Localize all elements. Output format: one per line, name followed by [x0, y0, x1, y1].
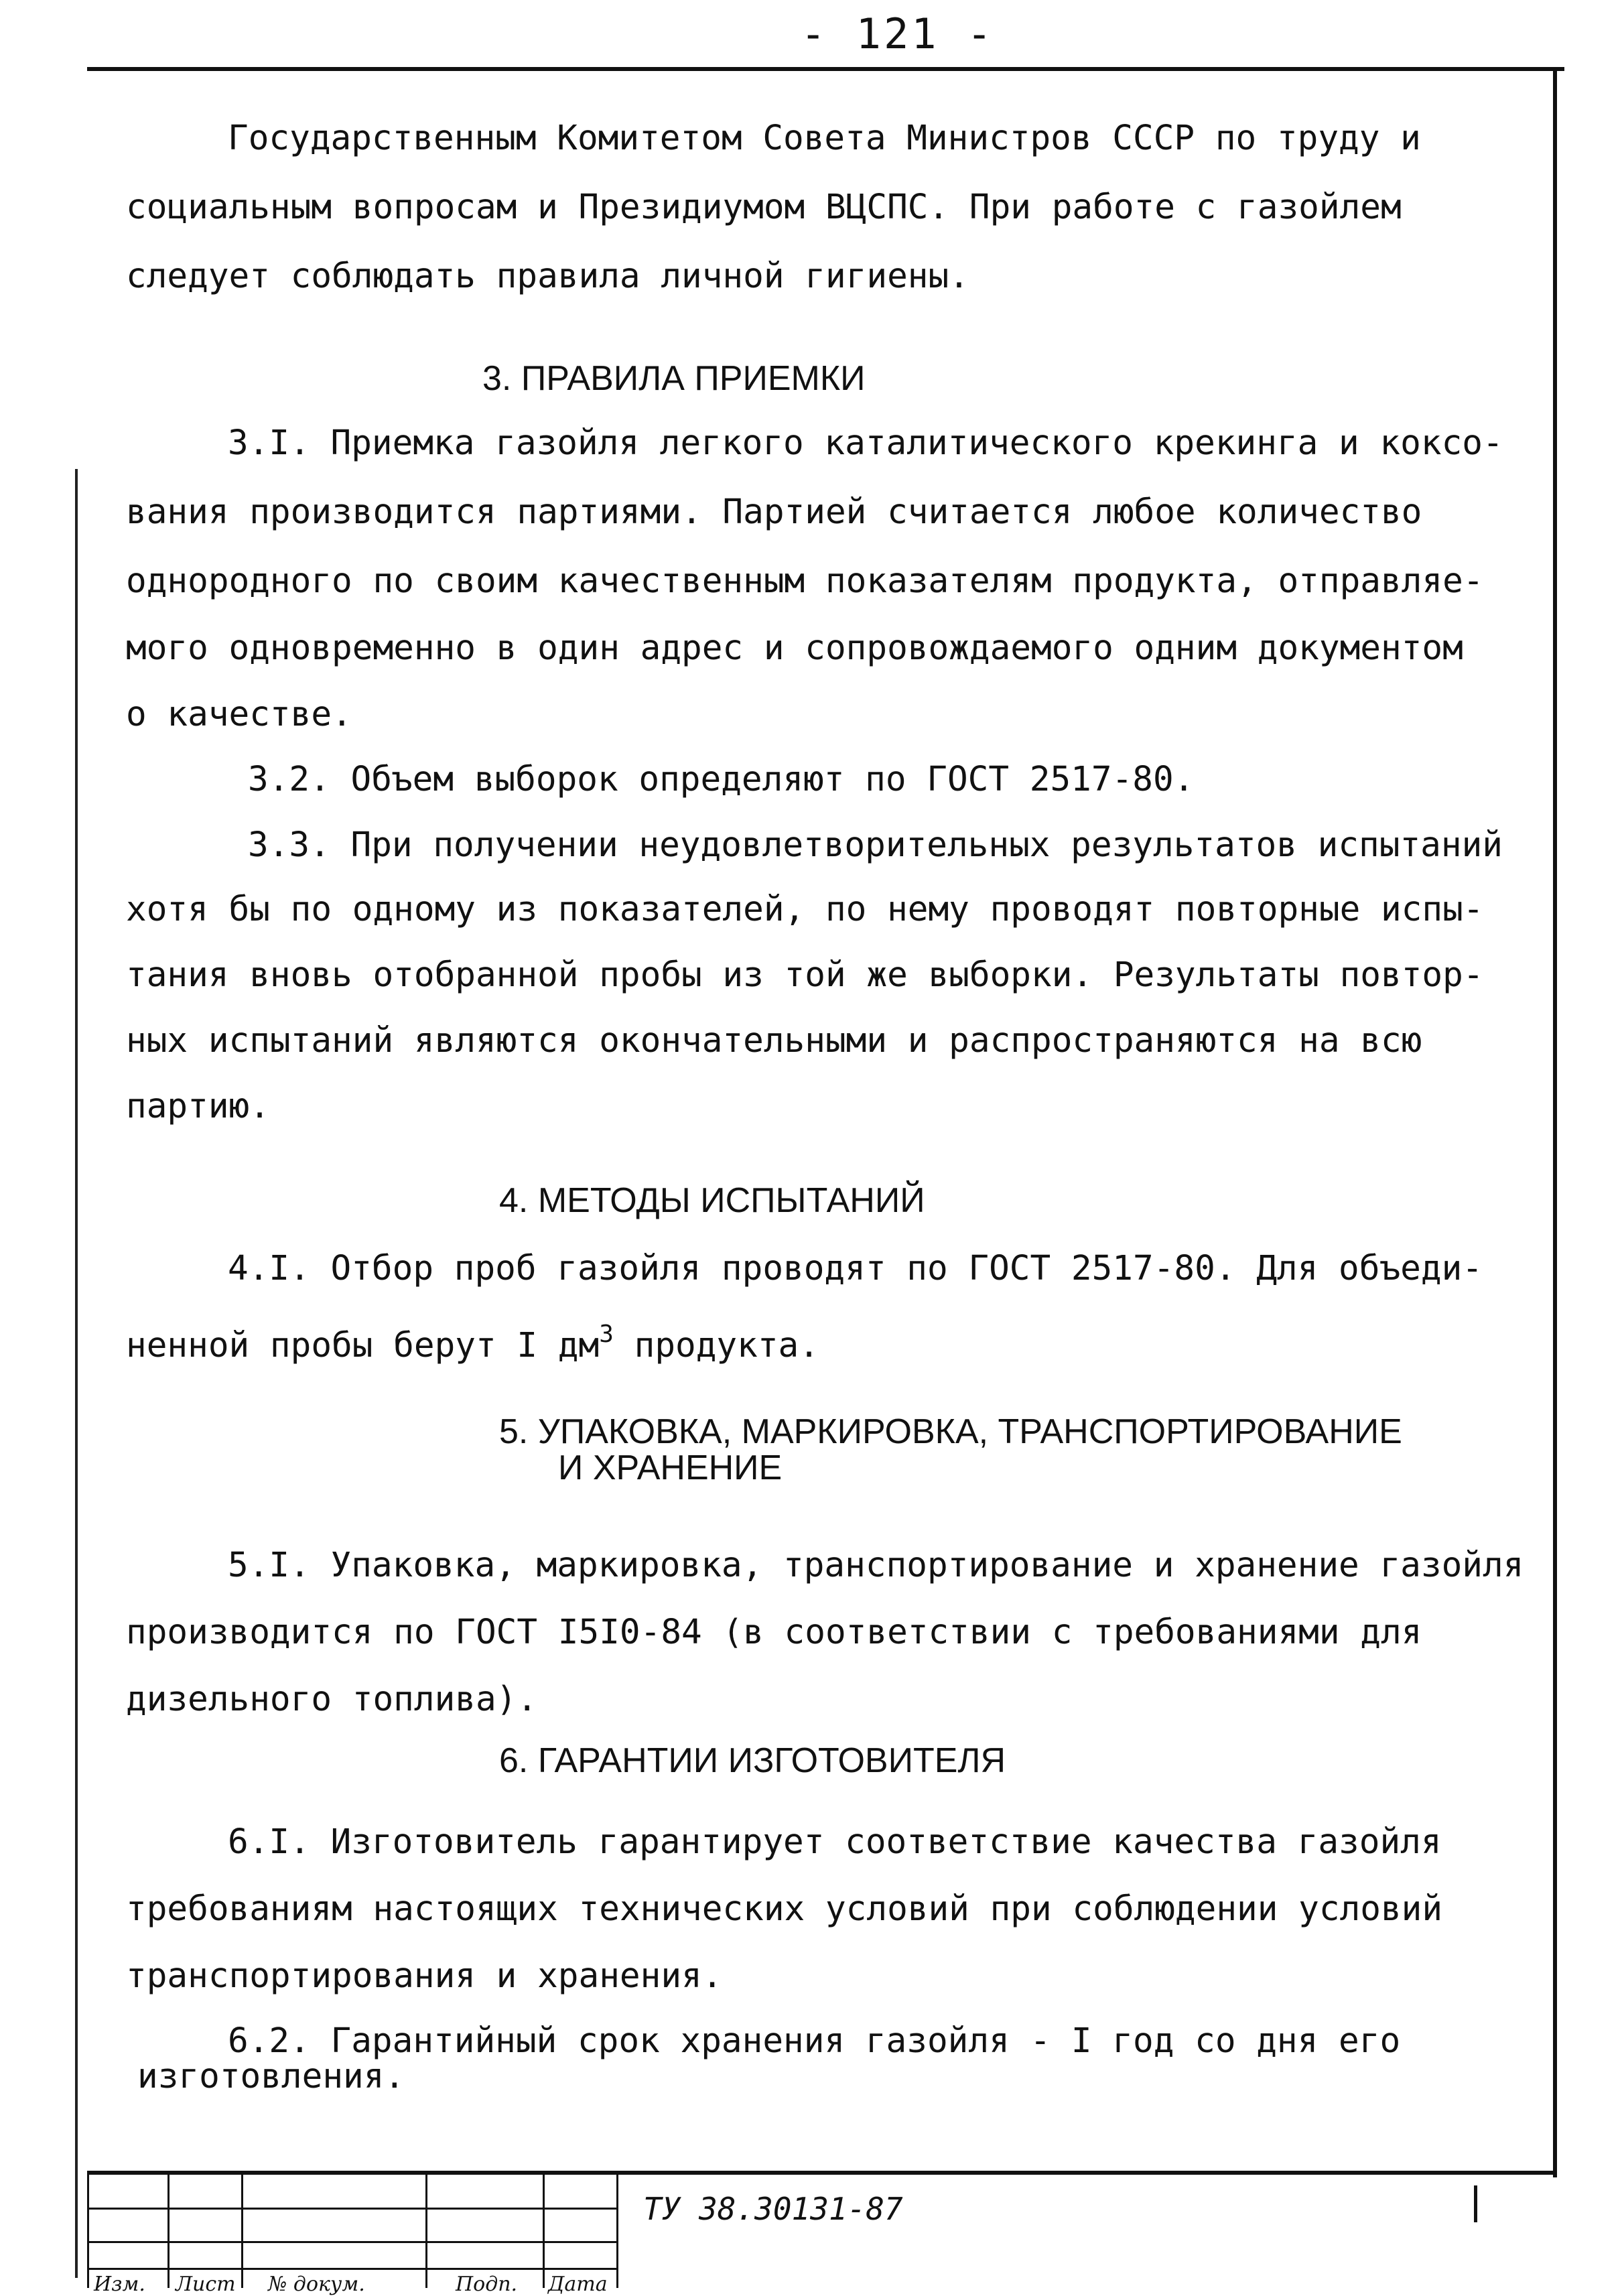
para-3-2: 3.2. Объем выборок определяют по ГОСТ 2517-80.	[248, 760, 1195, 799]
intro-line-3: следует соблюдать правила личной гигиены.	[126, 257, 969, 296]
superscript-3: 3	[599, 1321, 614, 1348]
para-4-1-line-1: 4.I. Отбор проб газойля проводят по ГОСТ 2517-80. Для объеди-	[228, 1249, 1483, 1288]
title-block	[87, 2171, 616, 2288]
para-3-1-line-5: о качестве.	[126, 695, 352, 734]
title-block-label-docnum: № докум.	[268, 2273, 365, 2296]
page-number: - 121 -	[801, 9, 995, 58]
para-5-1-line-2: производится по ГОСТ I5I0-84 (в соответствии с требованиями для	[126, 1613, 1422, 1652]
para-6-1-line-1: 6.I. Изготовитель гарантирует соответствие качества газойля	[228, 1822, 1442, 1862]
para-3-1-line-1: 3.I. Приемка газойля легкого каталитического крекинга и коксо-	[228, 423, 1503, 463]
para-6-2-line-2: изготовления.	[137, 2057, 405, 2096]
para-3-3-line-1: 3.3. При получении неудовлетворительных результатов испытаний	[248, 825, 1503, 865]
frame-tick-mark	[1474, 2185, 1477, 2222]
para-5-1-line-3: дизельного топлива).	[126, 1680, 538, 1719]
frame-left-border	[75, 469, 78, 2278]
para-3-3-line-4: ных испытаний являются окончательными и распространяются на всю	[126, 1021, 1422, 1061]
para-3-1-line-4: мого одновременно в один адрес и сопровождаемого одним документом	[126, 628, 1463, 668]
title-block-label-izm: Изм.	[94, 2273, 145, 2296]
section-4-title: 4. МЕТОДЫ ИСПЫТАНИЙ	[499, 1181, 925, 1220]
para-6-1-line-2: требованиям настоящих технических условий при соблюдении условий	[126, 1889, 1443, 1929]
intro-line-1: Государственным Комитетом Совета Министров СССР по труду и	[228, 119, 1421, 158]
title-block-label-data: Дата	[548, 2273, 608, 2296]
frame-top-border	[87, 67, 1564, 71]
document-code: ТУ 38.30131-87	[643, 2191, 903, 2227]
section-6-title: 6. ГАРАНТИИ ИЗГОТОВИТЕЛЯ	[499, 1741, 1006, 1780]
para-5-1-line-1: 5.I. Упаковка, маркировка, транспортирование и хранение газойля	[228, 1546, 1524, 1585]
para-3-3-line-2: хотя бы по одному из показателей, по нему проводят повторные испы-	[126, 890, 1484, 929]
para-6-2-line-1: 6.2. Гарантийный срок хранения газойля - I год со дня его	[228, 2021, 1401, 2061]
para-3-3-line-5: партию.	[126, 1087, 270, 1126]
frame-right-border	[1553, 67, 1557, 2177]
para-6-1-line-3: транспортирования и хранения.	[126, 1956, 723, 1996]
title-block-label-podp: Подп.	[456, 2273, 518, 2296]
intro-line-2: социальным вопросам и Президиумом ВЦСПС. При работе с газойлем	[126, 188, 1402, 227]
title-block-label-list: Лист	[176, 2273, 236, 2296]
para-3-3-line-3: тания вновь отобранной пробы из той же выборки. Результаты повтор-	[126, 955, 1484, 995]
para-3-1-line-2: вания производится партиями. Партией считается любое количество	[126, 492, 1422, 532]
section-3-title: 3. ПРАВИЛА ПРИЕМКИ	[482, 359, 866, 398]
section-5-title: 5. УПАКОВКА, МАРКИРОВКА, ТРАНСПОРТИРОВАНИЕ И ХРАНЕНИЕ	[499, 1412, 1402, 1487]
para-3-1-line-3: однородного по своим качественным показателям продукта, отправляе-	[126, 561, 1484, 601]
para-4-1-line-2: ненной пробы берут I $дм^3$ продукта.	[126, 1321, 819, 1365]
